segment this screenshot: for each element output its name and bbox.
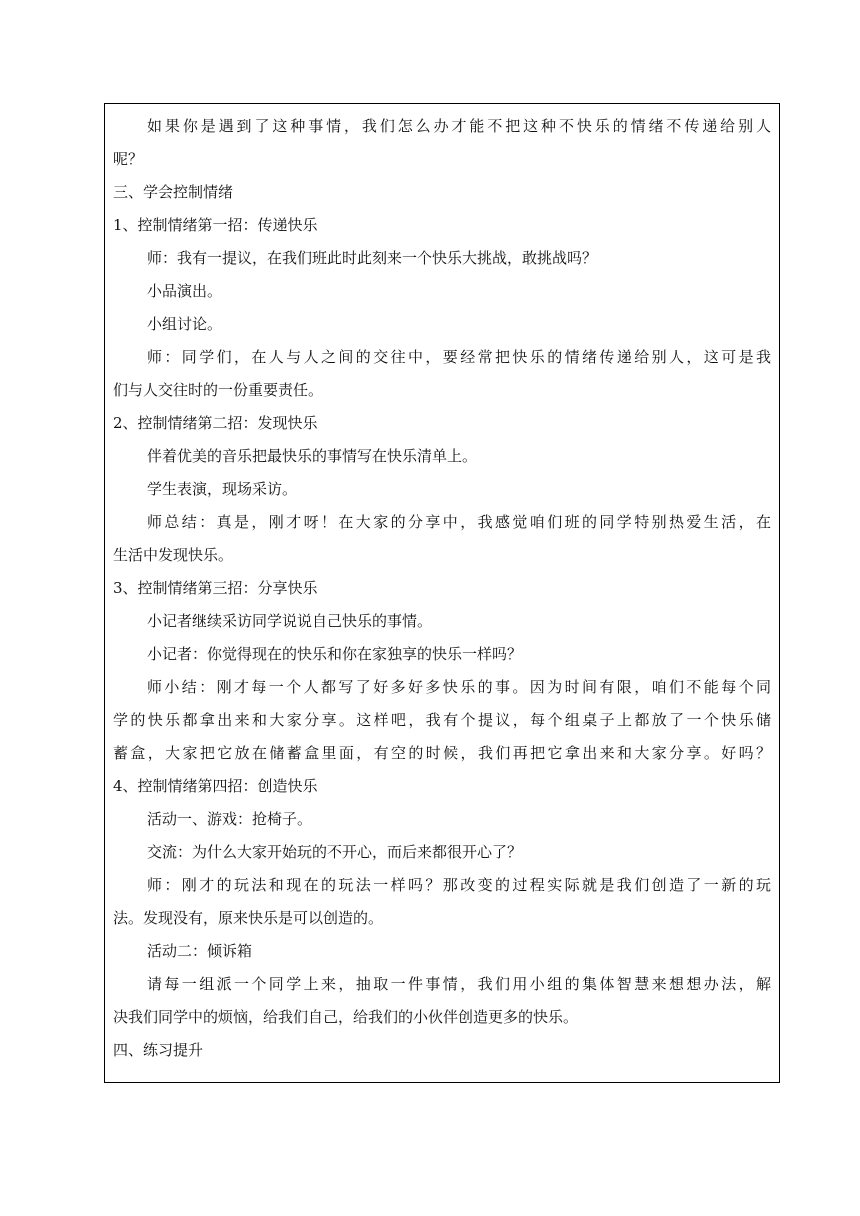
text-line: 小记者：你觉得现在的快乐和你在家独享的快乐一样吗？ (147, 645, 523, 663)
document-table-cell (104, 103, 780, 1083)
text-line: 小记者继续采访同学说说自己快乐的事情。 (147, 612, 433, 630)
text-line: 3、控制情绪第三招：分享快乐 (113, 579, 318, 597)
text-line: 师小结：刚才每一个人都写了好多好多快乐的事。因为时间有限，咱们不能每个同 (147, 678, 771, 696)
text-line: 活动二：倾诉箱 (147, 942, 253, 960)
text-line: 师：刚才的玩法和现在的玩法一样吗？那改变的过程实际就是我们创造了一新的玩 (147, 876, 771, 894)
document-body (113, 110, 771, 1067)
text-line: 三、学会控制情绪 (113, 183, 234, 201)
text-line: 师总结：真是，刚才呀！在大家的分享中，我感觉咱们班的同学特别热爱生活，在 (147, 513, 771, 531)
text-line: 生活中发现快乐。 (113, 546, 234, 564)
text-line: 学生表演，现场采访。 (147, 480, 298, 498)
text-line: 法。发现没有，原来快乐是可以创造的。 (113, 909, 384, 927)
text-line: 决我们同学中的烦恼，给我们自己，给我们的小伙伴创造更多的快乐。 (113, 1008, 579, 1026)
text-line: 伴着优美的音乐把最快乐的事情写在快乐清单上。 (147, 447, 478, 465)
text-line: 学的快乐都拿出来和大家分享。这样吧，我有个提议，每个组桌子上都放了一个快乐储 (113, 711, 771, 729)
text-line: 1、控制情绪第一招：传递快乐 (113, 216, 318, 234)
text-line: 2、控制情绪第二招：发现快乐 (113, 414, 318, 432)
text-line: 四、练习提升 (113, 1041, 204, 1059)
text-line: 师：我有一提议，在我们班此时此刻来一个快乐大挑战，敢挑战吗？ (147, 249, 598, 267)
text-line: 4、控制情绪第四招：创造快乐 (113, 777, 318, 795)
text-line: 小品演出。 (147, 282, 223, 300)
text-line: 蓄盒，大家把它放在储蓄盒里面，有空的时候，我们再把它拿出来和大家分享。好吗？ (113, 744, 771, 762)
text-line: 请每一组派一个同学上来，抽取一件事情，我们用小组的集体智慧来想想办法，解 (147, 975, 771, 993)
text-line: 如果你是遇到了这种事情，我们怎么办才能不把这种不快乐的情绪不传递给别人 (147, 117, 771, 135)
text-line: 活动一、游戏：抢椅子。 (147, 810, 313, 828)
text-line: 师：同学们，在人与人之间的交往中，要经常把快乐的情绪传递给别人，这可是我 (147, 348, 771, 366)
text-line: 呢？ (113, 150, 144, 168)
text-line: 们与人交往时的一份重要责任。 (113, 381, 324, 399)
text-line: 交流：为什么大家开始玩的不开心，而后来都很开心了？ (147, 843, 523, 861)
text-line: 小组讨论。 (147, 315, 223, 333)
